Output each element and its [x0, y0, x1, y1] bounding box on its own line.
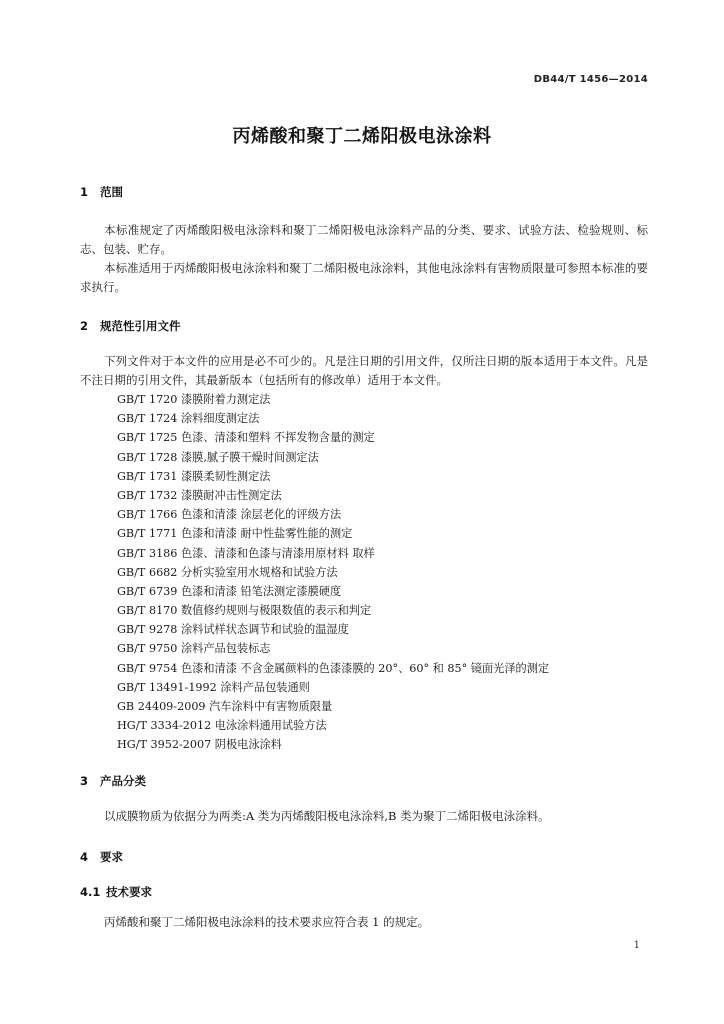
- page-number: 1: [633, 940, 640, 951]
- reference-item: GB/T 3186 色漆、清漆和色漆与清漆用原材料 取样: [117, 546, 375, 560]
- reference-item: GB/T 8170 数值修约规则与极限数值的表示和判定: [117, 604, 372, 618]
- reference-item: GB/T 1724 涂料细度测定法: [117, 412, 260, 426]
- standard-code: DB44/T 1456—2014: [533, 74, 648, 85]
- reference-item: GB/T 1720 漆膜附着力测定法: [117, 393, 271, 406]
- reference-list: [117, 390, 549, 755]
- section-1-heading: [80, 184, 123, 200]
- reference-item: GB/T 1732 漆膜耐冲击性测定法: [117, 488, 282, 502]
- reference-item: GB/T 13491-1992 涂料产品包装通则: [117, 680, 310, 694]
- section-3-heading: [80, 773, 146, 789]
- subsection-number: 4.1: [80, 885, 101, 899]
- subsection-4-1-heading: [80, 884, 152, 900]
- section-2-intro: 下列文件对于本文件的应用是必不可少的。凡是注日期的引用文件，仅所注日期的版本适用于本文件。凡是不注日期的引用文件，其最新版本（包括所有的修改单）适用于本文件。: [80, 354, 648, 387]
- section-title: 产品分类: [100, 774, 146, 788]
- reference-item: HG/T 3952-2007 阴极电泳涂料: [117, 738, 282, 752]
- reference-item: GB/T 9278 涂料试样状态调节和试验的温湿度: [117, 623, 349, 637]
- section-title: 规范性引用文件: [100, 319, 181, 333]
- section-1-paragraph-1: 本标准规定了丙烯酸阳极电泳涂料和聚丁二烯阳极电泳涂料产品的分类、要求、试验方法、检验规则、标志、包装、贮存。: [80, 223, 648, 256]
- reference-item: HG/T 3334-2012 电泳涂料通用试验方法: [117, 719, 327, 733]
- reference-item: GB/T 6682 分析实验室用水规格和试验方法: [117, 565, 338, 579]
- reference-item: GB/T 1771 色漆和清漆 耐中性盐雾性能的测定: [117, 527, 353, 541]
- reference-item: GB/T 6739 色漆和清漆 铅笔法测定漆膜硬度: [117, 584, 342, 598]
- section-2-heading: [80, 318, 181, 334]
- section-number: 2: [80, 319, 89, 333]
- reference-item: GB/T 1731 漆膜柔韧性测定法: [117, 469, 271, 483]
- document-title: 丙烯酸和聚丁二烯阳极电泳涂料: [232, 126, 492, 147]
- section-number: 3: [80, 774, 89, 788]
- reference-item: GB/T 1728 漆膜,腻子膜干燥时间测定法: [117, 450, 319, 464]
- section-3-paragraph: 以成膜物质为依据分为两类:A 类为丙烯酸阳极电泳涂料,B 类为聚丁二烯阳极电泳涂料。: [104, 809, 550, 823]
- section-4-heading: [80, 849, 123, 865]
- reference-item: GB/T 1725 色漆、清漆和塑料 不挥发物含量的测定: [117, 431, 375, 445]
- subsection-title: 技术要求: [106, 885, 152, 899]
- section-number: 4: [80, 850, 89, 864]
- section-1-paragraph-2: 本标准适用于丙烯酸阳极电泳涂料和聚丁二烯阳极电泳涂料，其他电泳涂料有害物质限量可参照本标准的要求执行。: [80, 261, 648, 294]
- reference-item: GB/T 9754 色漆和清漆 不含金属颜料的色漆漆膜的 20°、60° 和 85° 镜面光泽的测定: [117, 661, 550, 675]
- section-number: 1: [80, 185, 89, 199]
- reference-item: GB/T 1766 色漆和清漆 涂层老化的评级方法: [117, 508, 342, 522]
- subsection-4-1-paragraph: 丙烯酸和聚丁二烯阳极电泳涂料的技术要求应符合表 1 的规定。: [104, 915, 430, 929]
- section-title: 范围: [100, 185, 123, 199]
- reference-item: GB/T 9750 涂料产品包装标志: [117, 642, 271, 656]
- section-title: 要求: [100, 850, 123, 864]
- reference-item: GB 24409-2009 汽车涂料中有害物质限量: [117, 700, 333, 713]
